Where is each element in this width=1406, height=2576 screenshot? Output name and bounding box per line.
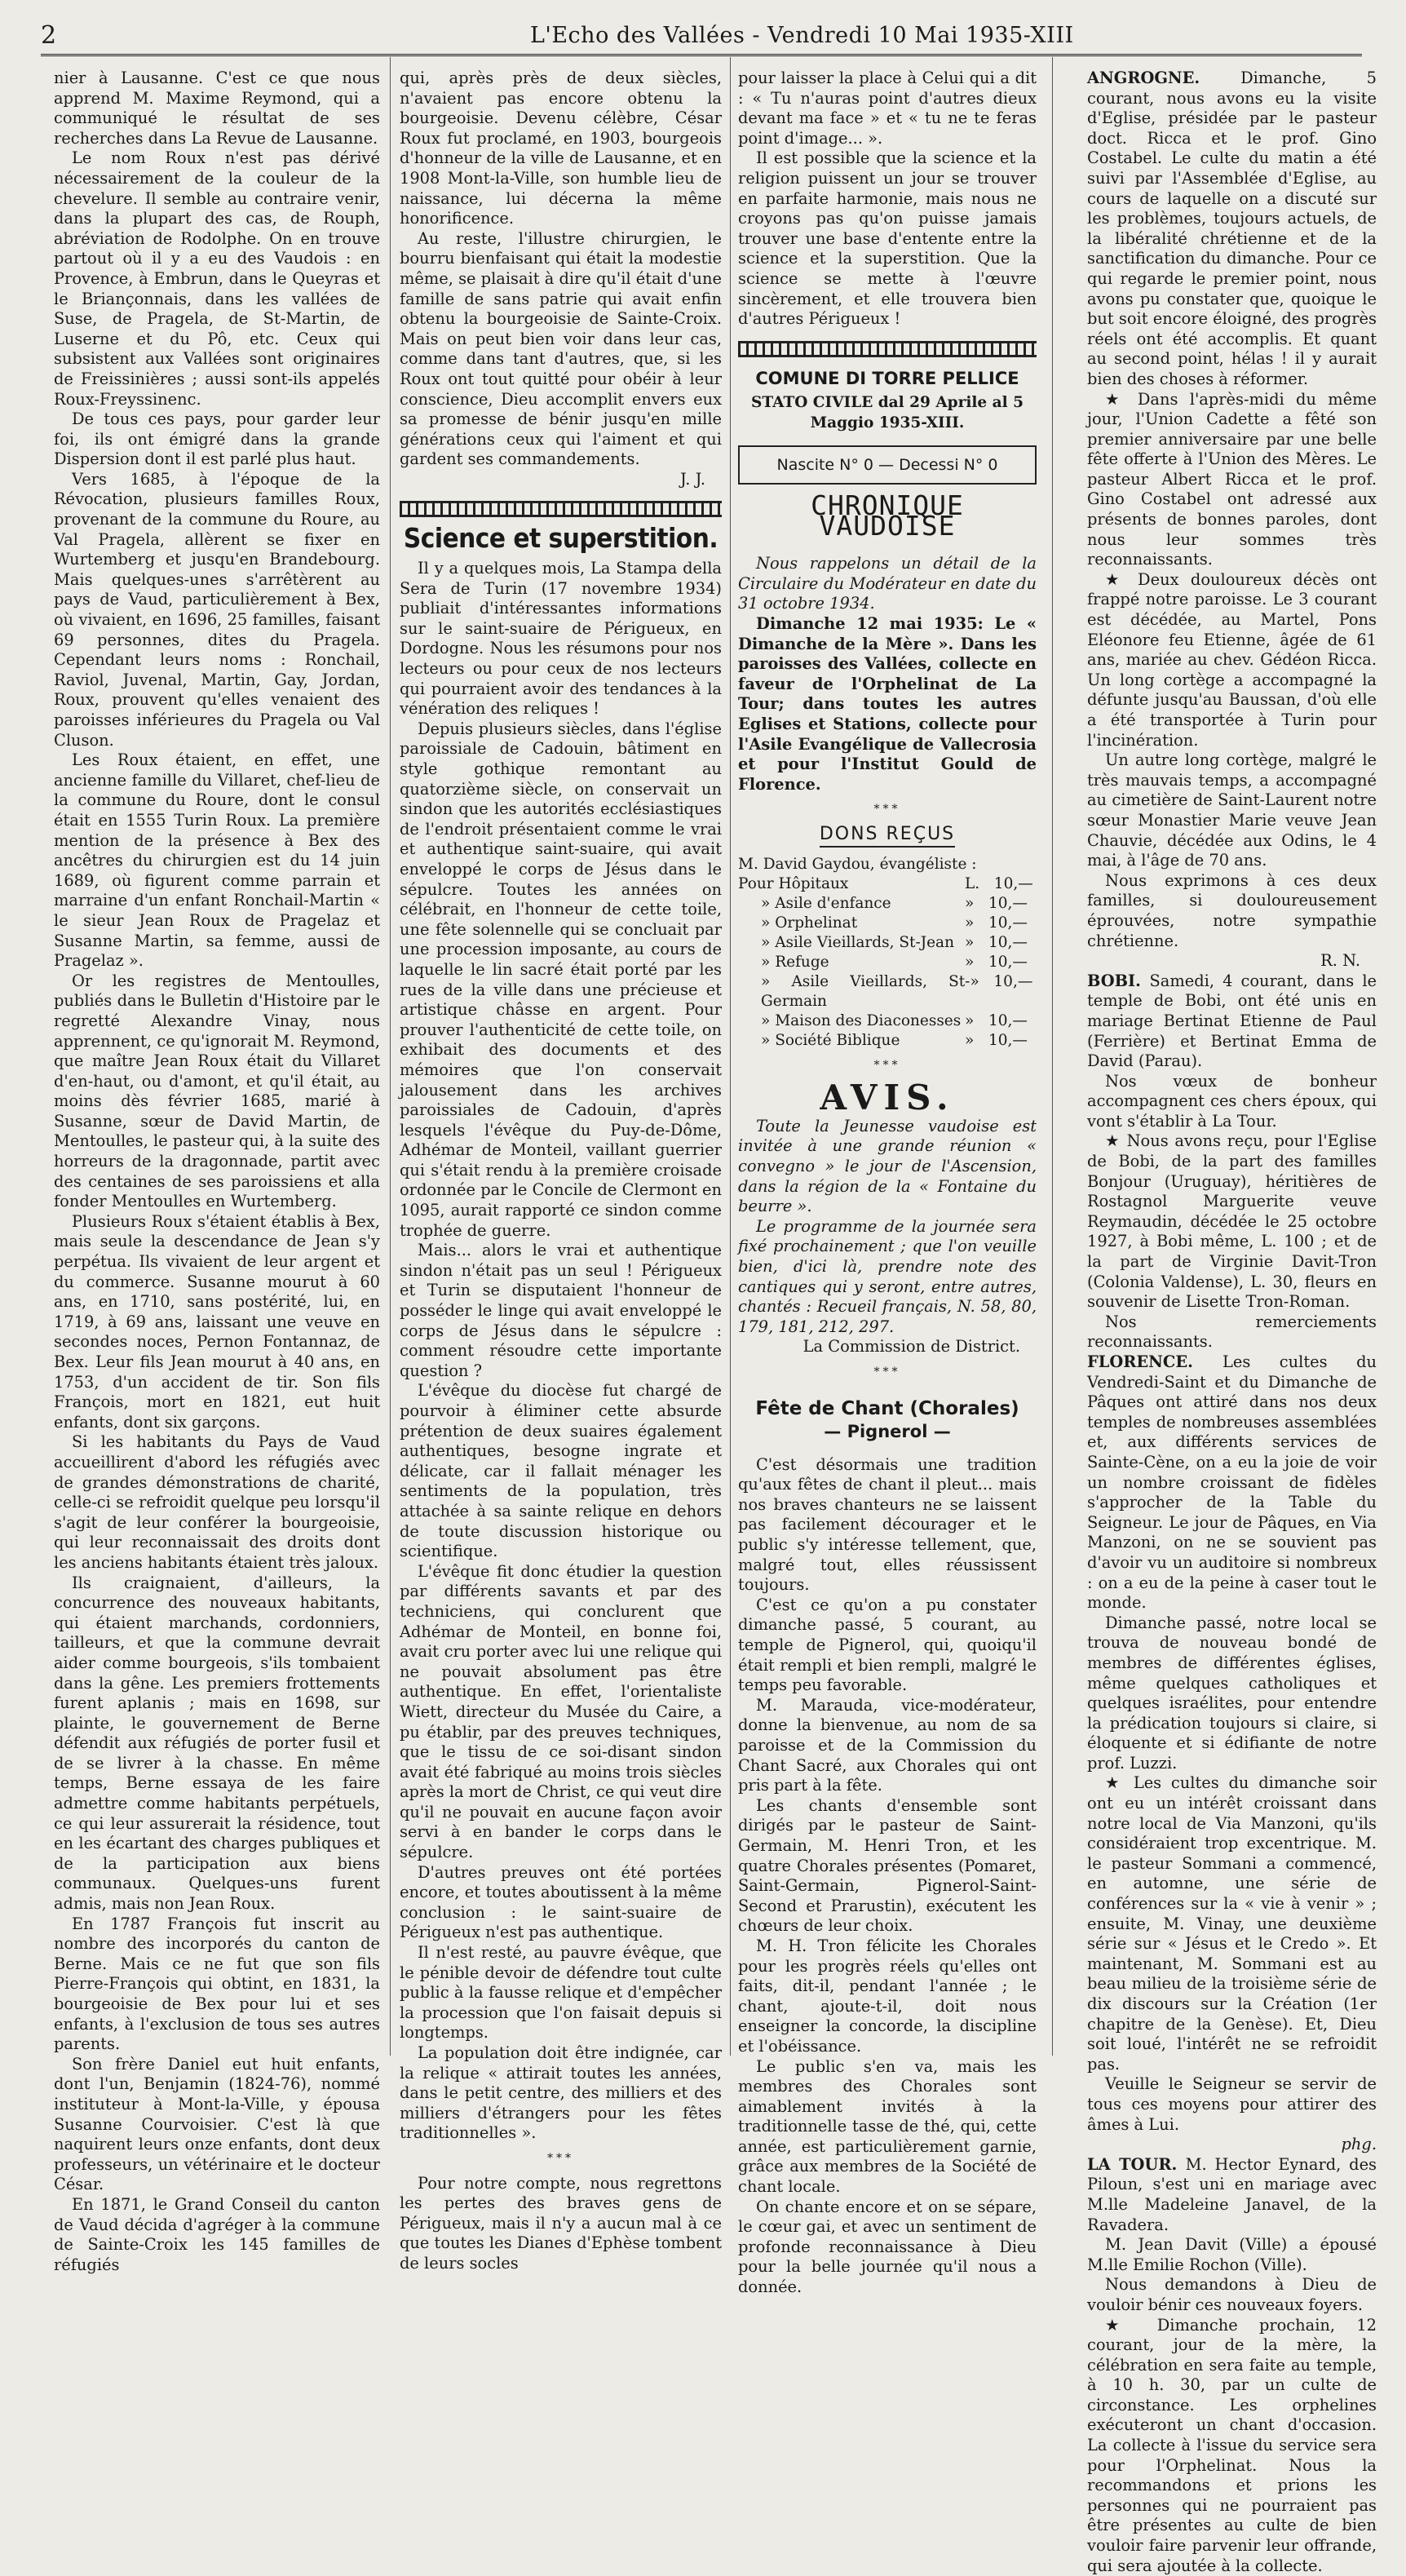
donation-label: » Société Biblique	[738, 1031, 900, 1051]
section-headline: CHRONIQUE VAUDOISE	[738, 496, 1037, 536]
place-name: FLORENCE.	[1087, 1352, 1223, 1371]
paragraph: Si les habitants du Pays de Vaud accueillirent d'abord les réfugiés avec de grandes démonstrations de charité, celle-ci se refroidit quelque peu lorsqu'il s'agit de leur conférer la bourgeoisie, qui leur reconnaissait des droits dont les anciens habitants étaient très jaloux.	[54, 1432, 380, 1573]
paragraph: nier à Lausanne. C'est ce que nous apprend M. Maxime Reymond, qui a communiqué le résultat de ses recherches dans La Revue de Lausanne.	[54, 69, 380, 148]
column-rule	[730, 57, 731, 2056]
donation-amount: » 10,—	[965, 914, 1037, 933]
paragraph: Mais... alors le vrai et authentique sindon n'était pas un seul ! Périgueux et Turin se disputaient l'honneur de posséder le linge qui avait enveloppé le corps de Jésus dans le sépulcre : comment résoudre cette importante question ?	[400, 1241, 722, 1381]
page-header	[41, 18, 1362, 56]
donation-label: » Maison des Diaconesses	[738, 1011, 961, 1031]
news-item	[1087, 1072, 1377, 1132]
paragraph: pour laisser la place à Celui qui a dit : « Tu n'auras point d'autres dieux devant ma face » et « tu ne te feras point d'image... ».	[738, 69, 1037, 148]
signature: R. N.	[1087, 951, 1377, 972]
news-item	[1087, 570, 1377, 750]
paragraph: D'autres preuves ont été portées encore, et toutes aboutissent à la même conclusion : le saint-suaire de Périgueux n'est pas authentique.	[400, 1863, 722, 1943]
place-name: ANGROGNE.	[1087, 69, 1240, 87]
donation-amount: » 10,—	[965, 1011, 1037, 1031]
news-item	[1087, 1131, 1377, 1312]
paragraph: C'est désormais une tradition qu'aux fêtes de chant il pleut... mais nos braves chanteurs ne se laissent pas facilement décourager et le public s'y intéresse tellement, que, malgré tout, elles réussissent toujours.	[738, 1455, 1037, 1596]
donation-row	[738, 1011, 1037, 1031]
news-item	[1087, 1613, 1377, 1774]
column-1	[54, 69, 380, 2059]
paragraph: En 1787 François fut inscrit au nombre des incorporés du canton de Berne. Mais ce ne fut que son fils Pierre-François qui obtint, en 1831, la bourgeoisie de Bex pour lui et ses enfants, à l'exclusion de tous ses autres parents.	[54, 1914, 380, 2055]
paragraph: C'est ce qu'on a pu constater dimanche passé, 5 courant, au temple de Pignerol, qui, quoiqu'il était rempli et bien rempli, malgré le temps peu favorable.	[738, 1596, 1037, 1696]
donation-row	[738, 1031, 1037, 1051]
news-item	[1087, 2155, 1377, 2235]
ornamental-divider	[400, 501, 722, 517]
news-text: ★ Nous avons reçu, pour l'Eglise de Bobi, de la part des familles Bonjour (Uruguay), héritières de Rostagnol Marguerite veuve Reymaudin, décédée le 25 octobre 1927, à Bobi même, L. 100 ; et de la part de Virginie Davit-Tron (Colonia Valdense), L. 30, fleurs en souvenir de Lisette Tron-Roman.	[1087, 1131, 1377, 1311]
column-4	[1087, 69, 1377, 2059]
paragraph: Les Roux étaient, en effet, une ancienne famille du Villaret, chef-lieu de la commune du Roure, dont le consul était en 1555 Turin Roux. La première mention de la présence à Bex des ancêtres du chirurgien est du 14 juin 1689, où figurent comme parrain et marraine d'un enfant Ronchail-Martin « le sieur Jean Roux de Pragelaz et Susanne Martin, sa femme, aussi de Pragelaz ».	[54, 750, 380, 972]
signature: J. J.	[400, 470, 722, 490]
parish-news-la-tour	[1087, 2155, 1377, 2576]
paragraph: Nous rappelons un détail de la Circulaire du Modérateur en date du 31 octobre 1934.	[738, 554, 1037, 614]
donation-amount: L. 10,—	[965, 874, 1037, 894]
donation-label: » Orphelinat	[738, 914, 857, 933]
paragraph: Il y a quelques mois, La Stampa della Sera de Turin (17 novembre 1934) publiait d'intéressantes informations sur le saint-suaire de Périgueux, en Dordogne. Nous les résumons pour nos lecteurs ou pour ceux de nos lecteurs qui pourraient avoir des tendances à la vénération des reliques !	[400, 559, 722, 719]
news-text: M. Hector Eynard, des Piloun, s'est uni en mariage avec M.lle Madeleine Janavel, de la Ravadera.	[1087, 2155, 1377, 2234]
newspaper-title: L'Echo des Vallées - Vendredi 10 Mai 1935-XIII	[530, 23, 1074, 48]
donation-amount: » 10,—	[970, 972, 1037, 1011]
paragraph: L'évêque du diocèse fut chargé de pourvoir à éliminer cette absurde prétention de deux suaires également authentiques, besogne ingrate et délicate, car il fallait ménager les sentiments de la population, très attachée à sa sainte relique en dehors de toute discussion historique ou scientifique.	[400, 1381, 722, 1561]
news-text: Veuille le Seigneur se servir de tous ces moyens pour attirer des âmes à Lui.	[1087, 2074, 1377, 2133]
donor-name: M. David Gaydou, évangéliste :	[738, 855, 977, 874]
news-item	[1087, 69, 1377, 390]
article-place: — Pignerol —	[738, 1422, 1037, 1442]
news-text: Nos vœux de bonheur accompagnent ces chers époux, qui vont s'établir à La Tour.	[1087, 1072, 1377, 1131]
paragraph: Le public s'en va, mais les membres des Chorales sont aimablement invités à la traditionnelle tasse de thé, qui, cette année, est particulièrement garnie, grâce aux membres de la Société de chant locale.	[738, 2057, 1037, 2198]
parish-news-angrogne	[1087, 69, 1377, 951]
article-headline: Science et superstition.	[400, 529, 722, 549]
donation-amount: » 10,—	[965, 894, 1037, 914]
donation-label: » Asile Vieillards, St-Jean	[738, 933, 954, 953]
donation-label: » Asile d'enfance	[738, 894, 891, 914]
signature: phg.	[1087, 2135, 1377, 2155]
paragraph: En 1871, le Grand Conseil du canton de Vaud décida d'agréger à la commune de Sainte-Croix les 145 familles de réfugiés	[54, 2195, 380, 2275]
paragraph: Le nom Roux n'est pas dérivé nécessairement de la couleur de la chevelure. Il semble au contraire venir, dans la plupart des cas, de Rouph, abréviation de Rodolphe. On en trouve partout où il y a eu des Vaudois : en Provence, à Embrun, dans le Queyras et le Briançonnais, dans les vallées de Suse, de Pragela, de St-Martin, de Luserne et du Pô, etc. Ceux qui subsistent aux Vallées sont originaires de Freissinières ; aussi sont-ils appelés Roux-Freyssinenc.	[54, 148, 380, 409]
donations-list	[738, 874, 1037, 1051]
paragraph: Toute la Jeunesse vaudoise est invitée à une grande réunion « convegno » le jour de l'Ascension, dans la région de la « Fontaine du beurre ».	[738, 1117, 1037, 1217]
paragraph: Ils craignaient, d'ailleurs, la concurrence des nouveaux habitants, qui étaient marchands, cordonniers, tailleurs, et que la commune devrait aider comme bourgeois, s'ils tombaient dans la gêne. Les premiers frottements furent aplanis ; mais en 1698, sur plainte, le gouvernement de Berne défendit aux réfugiés de porter fusil et de se livrer à la chasse. En même temps, Berne essaya de les faire admettre comme habitants perpétuels, ce qui leur assurerait la résidence, tout en les écartant des charges publiques et de la participation aux biens communaux. Quelques-uns furent admis, mais non Jean Roux.	[54, 1573, 380, 1914]
section-separator: ***	[738, 1362, 1037, 1383]
page-number: 2	[41, 21, 56, 50]
births-deaths-box: Nascite N° 0 — Decessi N° 0	[738, 445, 1037, 485]
paragraph: La population doit être indignée, car la relique « attirait toutes les années, dans le petit centre, des milliers et des milliers d'étrangers pour les fêtes traditionnelles ».	[400, 2043, 722, 2144]
donation-row	[738, 914, 1037, 933]
paragraph: M. Marauda, vice-modérateur, donne la bienvenue, au nom de sa paroisse et de la Commission du Chant Sacré, aux Chorales qui ont pris part à la fête.	[738, 1696, 1037, 1796]
paragraph: Les chants d'ensemble sont dirigés par le pasteur de Saint-Germain, M. Henri Tron, et les quatre Chorales présentes (Pomaret, Saint-Germain, Pignerol-Saint-Second et Prarustin), exécutent les chœurs de leur choix.	[738, 1796, 1037, 1936]
news-text: Nous exprimons à ces deux familles, si douloureusement éprouvées, notre sympathie chrétienne.	[1087, 871, 1377, 950]
donations-heading	[738, 825, 1037, 845]
news-text: M. Jean Davit (Ville) a épousé M.lle Emilie Rochon (Ville).	[1087, 2235, 1377, 2274]
place-name: BOBI.	[1087, 972, 1150, 990]
news-text: Nous demandons à Dieu de vouloir bénir ces nouveaux foyers.	[1087, 2275, 1377, 2314]
donation-label: » Asile Vieillards, St-Germain	[738, 972, 970, 1011]
news-text: ★ Dans l'après-midi du même jour, l'Union Cadette a fêté son premier anniversaire par une belle fête offerte à l'Union des Mères. Le pasteur Albert Ricca et le prof. Gino Costabel ont adressé aux présents de bonnes paroles, dont nous leur sommes très reconnaissants.	[1087, 390, 1377, 569]
donation-amount: » 10,—	[965, 1031, 1037, 1051]
paragraph: Vers 1685, à l'époque de la Révocation, plusieurs familles Roux, provenant de la commune du Roure, au Val Pragela, allèrent se fixer en Wurtemberg et jusqu'en Brandebourg. Mais quelques-unes s'arrêtèrent au pays de Vaud, particulièrement à Bex, où vivaient, en 1696, 25 familles, faisant 69 personnes, dites du Pragela. Cependant leurs noms : Ronchail, Raviol, Juvenal, Martin, Gay, Jordan, Roux, prouvent qu'elles venaient des paroisses inférieures du Pragela ou Val Cluson.	[54, 470, 380, 750]
news-item	[1087, 1352, 1377, 1613]
civil-registry-heading: COMUNE DI TORRE PELLICE	[738, 369, 1037, 389]
section-separator: ***	[738, 799, 1037, 820]
paragraph: Au reste, l'illustre chirurgien, le bourru bienfaisant qui était la modestie même, se plaisait à dire qu'il était d'une famille de sans patrie qui avait enfin obtenu la bourgeoisie de Sainte-Croix. Mais on peut bien voir dans leur cas, comme dans tant d'autres, que, si les Roux ont tout quitté pour obéir à leur conscience, Dieu accomplit envers eux sa promesse de bénir jusqu'en mille générations ceux qui l'aiment et qui gardent ses commandements.	[400, 229, 722, 470]
article-headline: Fête de Chant (Chorales)	[738, 1399, 1037, 1419]
column-2	[400, 69, 722, 2059]
news-text: Les cultes du Vendredi-Saint et du Dimanche de Pâques ont attiré dans nos deux temples de nombreuses assemblées et, aux différents services de Sainte-Cène, on a eu la joie de voir un nombre croissant de fidèles s'approcher de la Table du Seigneur. Le jour de Pâques, en Via Manzoni, on ne se souvient pas d'avoir vu un auditoire si nombreux : on a eu de la peine à caser tout le monde.	[1087, 1352, 1377, 1612]
news-item	[1087, 2235, 1377, 2275]
donation-label: Pour Hôpitaux	[738, 874, 848, 894]
paragraph: On chante encore et on se sépare, le cœur gai, et avec un sentiment de profonde reconnaissance à Dieu pour la belle journée qu'il nous a donnée.	[738, 2198, 1037, 2298]
paragraph: Dimanche 12 mai 1935: Le « Dimanche de la Mère ». Dans les paroisses des Vallées, collecte en faveur de l'Orphelinat de La Tour; dans toutes les autres Eglises et Stations, collecte pour l'Asile Evangélique de Vallecrosia et pour l'Institut Gould de Florence.	[738, 614, 1037, 794]
news-item	[1087, 1773, 1377, 2074]
paragraph: L'évêque fit donc étudier la question par différents savants et par des techniciens, qui conclurent que Adhémar de Monteil, en bonne foi, avait cru porter avec lui une relique qui ne pouvait absolument pas être authentique. En effet, l'orientaliste Wiett, directeur du Musée du Caire, a pu établir, par des preuves techniques, que le tissu de ce soi-disant sindon avait été fabriqué au moins trois siècles après la mort de Christ, ce qui veut dire qu'il ne pouvait en aucune façon avoir servi à en bander le corps dans le sépulcre.	[400, 1562, 722, 1863]
news-text: Nos remerciements reconnaissants.	[1087, 1312, 1377, 1352]
notice-headline: AVIS.	[738, 1088, 1037, 1109]
donation-amount: » 10,—	[965, 953, 1037, 972]
paragraph: Pour notre compte, nous regrettons les pertes des braves gens de Périgueux, mais il n'y a aucun mal à ce que toutes les Dianes d'Ephèse tombent de leurs socles	[400, 2174, 722, 2274]
news-text: Un autre long cortège, malgré le très mauvais temps, a accompagné au cimetière de Saint-Laurent notre sœur Monastier Marie veuve Jean Chauvie, décédée aux Odins, le 4 mai, à l'âge de 70 ans.	[1087, 750, 1377, 870]
news-text: Samedi, 4 courant, dans le temple de Bobi, ont été unis en mariage Bertinat Etienne de Paul (Ferrière) et Bertinat Emma de David (Parau).	[1087, 972, 1377, 1070]
section-separator: ***	[738, 1056, 1037, 1076]
paragraph: Plusieurs Roux s'étaient établis à Bex, mais seule la descendance de Jean s'y perpétua. Ils vivaient de leur argent et du commerce. Susanne mourut à 60 ans, en 1710, sans postérité, lui, en 1719, à 69 ans, laissant une veuve en secondes noces, Pernon Fontannaz, de Bex. Leur fils Jean mourut à 40 ans, en 1753, d'un accident de tir. Son fils François, mort en 1821, eut huit enfants, dont six garçons.	[54, 1212, 380, 1433]
donor-line	[738, 855, 1037, 874]
column-rule	[390, 57, 391, 2056]
section-separator: ***	[400, 2149, 722, 2169]
donation-row	[738, 972, 1037, 1011]
place-name: LA TOUR.	[1087, 2155, 1186, 2174]
paragraph: De tous ces pays, pour garder leur foi, ils ont émigré dans la grande Dispersion dont il est parlé plus haut.	[54, 409, 380, 470]
paragraph: Le programme de la journée sera fixé prochainement ; que l'on veuille bien, d'ici là, prendre note des cantiques qui y seront, entre autres, chantés : Recueil français, N. 58, 80, 179, 181, 212, 297.	[738, 1217, 1037, 1338]
news-text: Dimanche passé, notre local se trouva de nouveau bondé de membres de différentes églises, même quelques catholiques et quelques israélites, pour entendre la prédication toujours si claire, si éloquente et si édifiante de notre prof. Luzzi.	[1087, 1613, 1377, 1773]
paragraph: Or les registres de Mentoulles, publiés dans le Bulletin d'Histoire par le regretté Alexandre Vinay, nous apprennent, ce qu'ignorait M. Reymond, que maître Jean Roux était du Villaret d'en-haut, ou d'amont, et qu'il était, au moins dès février 1685, marié à Susanne, sœur de David Martin, de Mentoulles, le pasteur qui, à la suite des horreurs de la dragonnade, partit avec des centaines de ses paroissiens et alla fonder Mentoulles en Wurtemberg.	[54, 972, 380, 1212]
donation-label: » Refuge	[738, 953, 829, 972]
donation-row	[738, 874, 1037, 894]
news-text: ★ Dimanche prochain, 12 courant, jour de la mère, la célébration en sera faite au temple, à 10 h. 30, par un culte de circonstance. Les orphelines exécuteront un chant d'occasion. La collecte à l'issue du service sera pour l'Orphelinat. Nous la recommandons et prions les personnes qui ne pourraient pas être présentes au culte de bien vouloir faire parvenir leur offrande, qui sera ajoutée à la collecte.	[1087, 2316, 1377, 2575]
column-rule	[1052, 57, 1053, 2056]
news-item	[1087, 390, 1377, 570]
paragraph: Depuis plusieurs siècles, dans l'église paroissiale de Cadouin, bâtiment en style gothique remontant au quatorzième siècle, on conservait un sindon que les autorités ecclésiastiques de l'endroit présentaient comme le vrai et authentique saint-suaire, qui avait enveloppé le corps de Jésus dans le sépulcre. Toutes les années on célébrait, en l'honneur de cette toile, une fête solennelle qui se concluait par une procession imposante, au cours de laquelle le lin sacré était porté par les rues de la ville dans une précieuse et artistique châsse en argent. Pour prouver l'authenticité de cette toile, on exhibait des documents et des mémoires que l'on conservait jalousement dans les archives paroissiales de Cadouin, d'après lesquels l'évêque du Puy-de-Dôme, Adhémar de Monteil, vaillant guerrier qui s'était rendu à la première croisade ordonnée par le Concile de Clermont en 1095, aurait rapporté ce sindon comme trophée de guerre.	[400, 719, 722, 1241]
news-item	[1087, 2316, 1377, 2576]
ornamental-divider	[738, 341, 1037, 357]
signature: La Commission de District.	[738, 1337, 1037, 1357]
paragraph: Il est possible que la science et la religion puissent un jour se trouver en parfaite harmonie, mais nous ne croyons pas qu'on puisse jamais trouver une base d'entente entre la science et la superstition. Que la science se mette à l'œuvre sincèrement, et elle trouvera bien d'autres Périgueux !	[738, 148, 1037, 329]
news-item	[1087, 2275, 1377, 2315]
parish-news-bobi-florence	[1087, 972, 1377, 2135]
donations-heading-text: DONS REÇUS	[820, 824, 955, 848]
news-item	[1087, 871, 1377, 951]
donation-row	[738, 894, 1037, 914]
news-text: ★ Deux douloureux décès ont frappé notre paroisse. Le 3 courant est décédée, au Martel, Pons Eléonore feu Etienne, âgée de 61 ans, mariée au chev. Gédéon Ricca. Un long cortège a accompagné la défunte jusqu'au Baussan, d'où elle a été transportée à Turin pour l'incinération.	[1087, 570, 1377, 750]
news-item	[1087, 750, 1377, 871]
news-text: ★ Les cultes du dimanche soir ont eu un intérêt croissant dans notre local de Via Manzoni, qu'ils considéraient trop excentrique. M. le pasteur Sommani a commencé, en automne, une série de conférences sur la « vie à venir » ; ensuite, M. Vinay, une deuxième série sur « Jésus et le Credo ». Et maintenant, M. Sommani est au beau milieu de la troisième série de dix discours sur la Création (1er chapitre de la Genèse). Et, Dieu soit loué, l'intérêt ne se refroidit pas.	[1087, 1773, 1377, 2073]
paragraph: Son frère Daniel eut huit enfants, dont l'un, Benjamin (1824-76), nommé instituteur à Mont-la-Ville, y épousa Susanne Courvoisier. C'est là que naquirent leurs onze enfants, dont deux professeurs, un vétérinaire et le docteur César.	[54, 2055, 380, 2195]
paragraph: qui, après près de deux siècles, n'avaient pas encore obtenu la bourgeoisie. Devenu célèbre, César Roux fut proclamé, en 1903, bourgeois d'honneur de la ville de Lausanne, et en 1908 Mont-la-Ville, son humble lieu de naissance, lui décerna la même honorificence.	[400, 69, 722, 229]
civil-registry-dates: STATO CIVILE dal 29 Aprile al 5 Maggio 1935-XIII.	[738, 393, 1037, 433]
column-3	[738, 69, 1037, 2059]
donation-amount: » 10,—	[965, 933, 1037, 953]
news-item	[1087, 1312, 1377, 1352]
news-item	[1087, 972, 1377, 1072]
donation-row	[738, 933, 1037, 953]
paragraph: M. H. Tron félicite les Chorales pour les progrès réels qu'elles ont faits, dit-il, pendant l'année ; le chant, ajoute-t-il, doit nous enseigner la concorde, la discipline et l'obéissance.	[738, 1936, 1037, 2057]
news-text: Dimanche, 5 courant, nous avons eu la visite d'Eglise, présidée par le pasteur doct. Ricca et le prof. Gino Costabel. Le culte du matin a été suivi par l'Assemblée d'Eglise, au cours de laquelle on a discuté sur les problèmes, toujours actuels, de la libéralité chrétienne et de la sanctification du dimanche. Pour ce qui regarde le premier point, nous avons pu constater que, quoique le but soit encore éloigné, des progrès réels ont été accomplis. Et quant au second point, hélas ! il y aurait bien des choses à réformer.	[1087, 69, 1377, 388]
news-item	[1087, 2074, 1377, 2135]
donation-row	[738, 953, 1037, 972]
paragraph: Il n'est resté, au pauvre évêque, que le pénible devoir de défendre tout culte public à la fausse relique et d'empêcher la procession que l'on faisait depuis si longtemps.	[400, 1943, 722, 2043]
